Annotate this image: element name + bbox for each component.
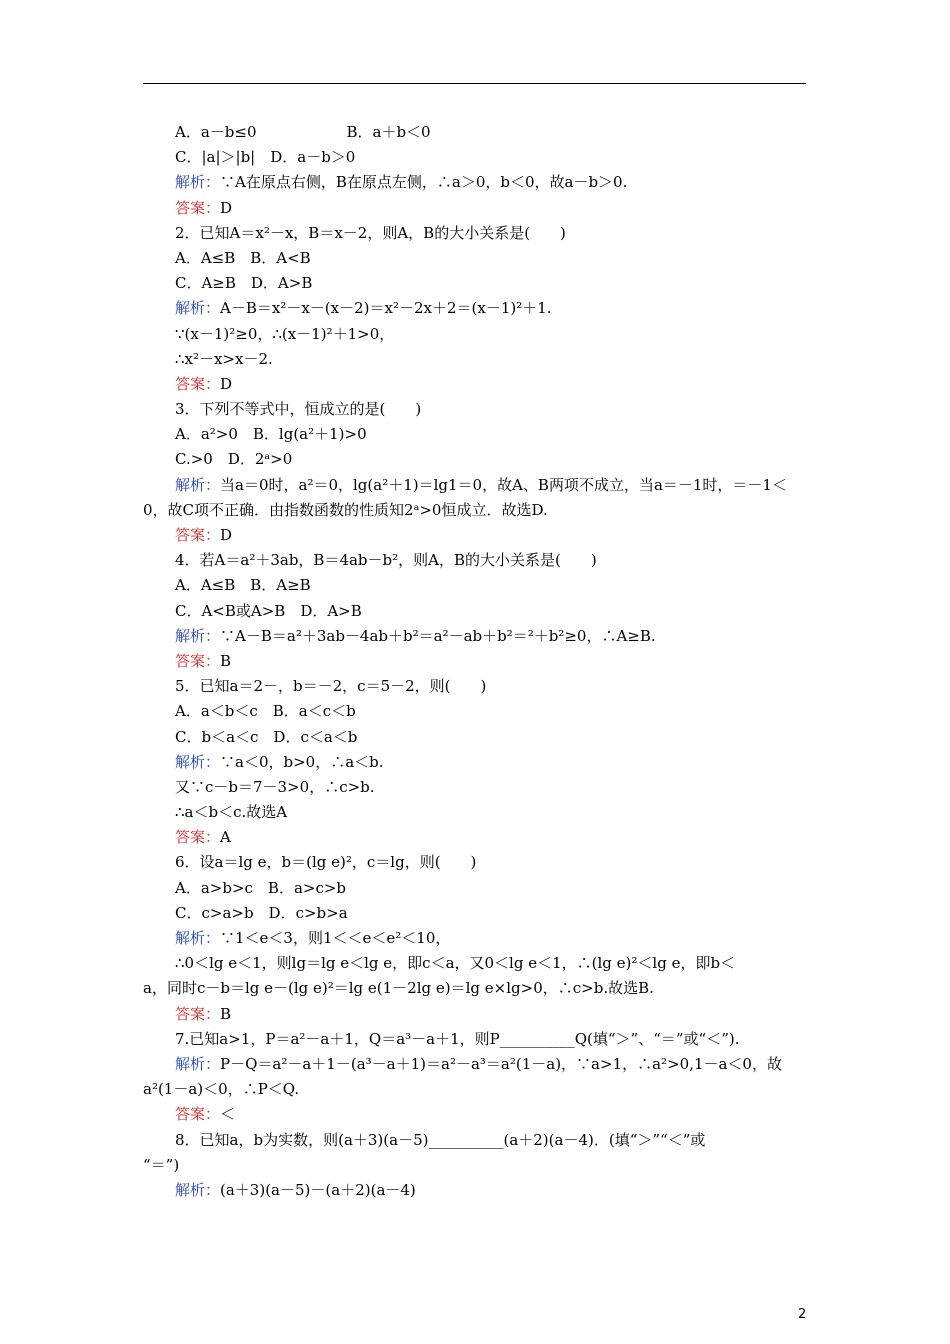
text-line xyxy=(143,1128,808,1153)
line-text: a，同时c－b＝lg e－(lg e)²＝lg e(1－2lg e)＝lg e×lg>0，∴c>b.故选B. xyxy=(143,979,654,998)
line-text: A．A≤B B．A≥B xyxy=(175,576,311,595)
line-text: C．A≥B D．A>B xyxy=(175,274,313,293)
text-line xyxy=(143,699,808,724)
text-line xyxy=(143,876,808,901)
line-text: A xyxy=(220,828,231,847)
analysis-line xyxy=(143,624,808,649)
line-text: C.>0 D．2ᵃ>0 xyxy=(175,450,293,469)
text-line xyxy=(143,951,808,976)
line-text: D xyxy=(220,374,233,393)
text-line xyxy=(143,221,808,246)
answer-label: 答案： xyxy=(175,526,221,544)
text-line xyxy=(143,599,808,624)
text-line xyxy=(143,322,808,347)
line-text: D xyxy=(220,526,233,544)
line-text: “＝”) xyxy=(143,1155,180,1174)
text-line xyxy=(143,271,808,296)
line-text: 2．已知A＝x²－x，B＝x－2，则A，B的大小关系是( ) xyxy=(175,223,566,242)
document-body xyxy=(143,120,808,1203)
analysis-label: 解析： xyxy=(175,1054,221,1073)
text-line xyxy=(143,397,808,422)
text-line xyxy=(143,422,808,447)
text-line xyxy=(143,674,808,699)
analysis-label: 解析： xyxy=(175,929,221,947)
page-number: 2 xyxy=(798,1307,807,1322)
line-text: D xyxy=(220,198,233,217)
analysis-line xyxy=(143,170,808,195)
line-text: B xyxy=(220,651,232,670)
text-line xyxy=(143,447,808,472)
line-text: P－Q＝a²－a＋1－(a³－a＋1)＝a²－a³＝a²(1－a)，∵a>1，∴a²>0,1－a＜0，故 xyxy=(220,1054,782,1073)
line-text: ∵(x－1)²≥0，∴(x－1)²＋1>0， xyxy=(175,324,395,343)
line-text: 又∵c－b＝7－3>0，∴c>b. xyxy=(175,777,375,796)
text-line xyxy=(143,850,808,875)
text-line xyxy=(143,246,808,271)
answer-label: 答案： xyxy=(175,1105,221,1124)
analysis-label: 解析： xyxy=(175,752,221,771)
analysis-line xyxy=(143,1178,808,1203)
text-line xyxy=(143,976,808,1001)
answer-label: 答案： xyxy=(175,828,221,847)
line-text: 6．设a＝lg e，b＝(lg e)²，c＝lg，则( ) xyxy=(175,853,477,872)
analysis-label: 解析： xyxy=(175,626,221,645)
answer-label: 答案： xyxy=(175,651,221,670)
answer-label: 答案： xyxy=(175,1004,221,1023)
analysis-line xyxy=(143,1052,808,1077)
text-line xyxy=(143,1153,808,1178)
text-line xyxy=(143,120,808,145)
analysis-label: 解析： xyxy=(175,173,221,192)
line-text: a²(1－a)＜0，∴P＜Q. xyxy=(143,1080,300,1099)
line-text: A．a－b≤0 B．a＋b＜0 xyxy=(175,123,431,141)
line-text: C．b＜a＜c D．c＜a＜b xyxy=(175,727,358,746)
text-line xyxy=(143,725,808,750)
text-line xyxy=(143,775,808,800)
line-text: C．c>a>b D．c>b>a xyxy=(175,903,348,922)
line-text: 当a＝0时，a²＝0，lg(a²＋1)＝lg1＝0，故A、B两项不成立，当a＝－1时，＝－1＜ xyxy=(220,475,787,494)
line-text: ∴x²－x>x－2. xyxy=(175,349,273,368)
line-text: A．A≤B B．A<B xyxy=(175,248,311,267)
line-text: ∴a＜b＜c.故选A xyxy=(175,803,288,822)
analysis-line xyxy=(143,473,808,498)
answer-line xyxy=(143,196,808,221)
text-line xyxy=(143,145,808,170)
line-text: ∴0＜lg e＜1，则lg＝lg e＜lg e，即c＜a，又0＜lg e＜1，∴(lg e)²＜lg e，即b＜ xyxy=(175,954,736,973)
line-text: 0，故C项不正确．由指数函数的性质知2ᵃ>0恒成立．故选D. xyxy=(143,500,548,519)
text-line xyxy=(143,800,808,825)
line-text: ＜ xyxy=(220,1105,236,1124)
text-line xyxy=(143,573,808,598)
analysis-label: 解析： xyxy=(175,475,221,494)
line-text: (a＋3)(a－5)－(a＋2)(a－4) xyxy=(220,1180,416,1199)
line-text: ∵a＜0，b>0，∴a＜b. xyxy=(220,752,384,771)
analysis-label: 解析： xyxy=(175,1180,221,1199)
line-text: ∵A在原点右侧，B在原点左侧，∴a＞0，b＜0，故a－b＞0. xyxy=(220,173,628,192)
line-text: C．|a|＞|b| D．a－b＞0 xyxy=(175,148,356,167)
line-text: 4．若A＝a²＋3ab，B＝4ab－b²，则A，B的大小关系是( ) xyxy=(175,551,597,570)
line-text: C．A<B或A>B D．A>B xyxy=(175,601,362,620)
line-text: A．a>b>c B．a>c>b xyxy=(175,878,347,897)
analysis-line xyxy=(143,926,808,951)
text-line xyxy=(143,548,808,573)
line-text: A－B＝x²－x－(x－2)＝x²－2x＋2＝(x－1)²＋1. xyxy=(220,299,552,318)
answer-line xyxy=(143,523,808,548)
line-text: A．a＜b＜c B．a＜c＜b xyxy=(175,702,356,721)
answer-line xyxy=(143,1102,808,1127)
answer-line xyxy=(143,372,808,397)
answer-line xyxy=(143,649,808,674)
line-text: 5．已知a＝2－，b＝－2，c＝5－2，则( ) xyxy=(175,677,487,696)
line-text: 8．已知a，b为实数，则(a＋3)(a－5)__________(a＋2)(a－4)．(填“＞”“＜”或 xyxy=(175,1130,706,1149)
line-text: ∵A－B＝a²＋3ab－4ab＋b²＝a²－ab＋b²＝²＋b²≥0，∴A≥B. xyxy=(220,626,656,645)
text-line xyxy=(143,901,808,926)
line-text: A．a²>0 B．lg(a²＋1)>0 xyxy=(175,425,367,444)
answer-label: 答案： xyxy=(175,198,221,217)
line-text: 3．下列不等式中，恒成立的是( ) xyxy=(175,400,422,419)
answer-line xyxy=(143,825,808,850)
answer-label: 答案： xyxy=(175,374,221,393)
analysis-label: 解析： xyxy=(175,299,221,318)
answer-line xyxy=(143,1002,808,1027)
line-text: 7.已知a>1，P＝a²－a＋1，Q＝a³－a＋1，则P__________Q(填“＞”、“＝”或“＜”). xyxy=(175,1029,740,1048)
header-rule xyxy=(143,83,806,84)
analysis-line xyxy=(143,750,808,775)
text-line xyxy=(143,347,808,372)
text-line xyxy=(143,498,808,523)
text-line xyxy=(143,1077,808,1102)
analysis-line xyxy=(143,296,808,321)
line-text: B xyxy=(220,1004,232,1023)
text-line xyxy=(143,1027,808,1052)
line-text: ∵1＜e＜3，则1＜＜e＜e²＜10， xyxy=(220,929,451,947)
